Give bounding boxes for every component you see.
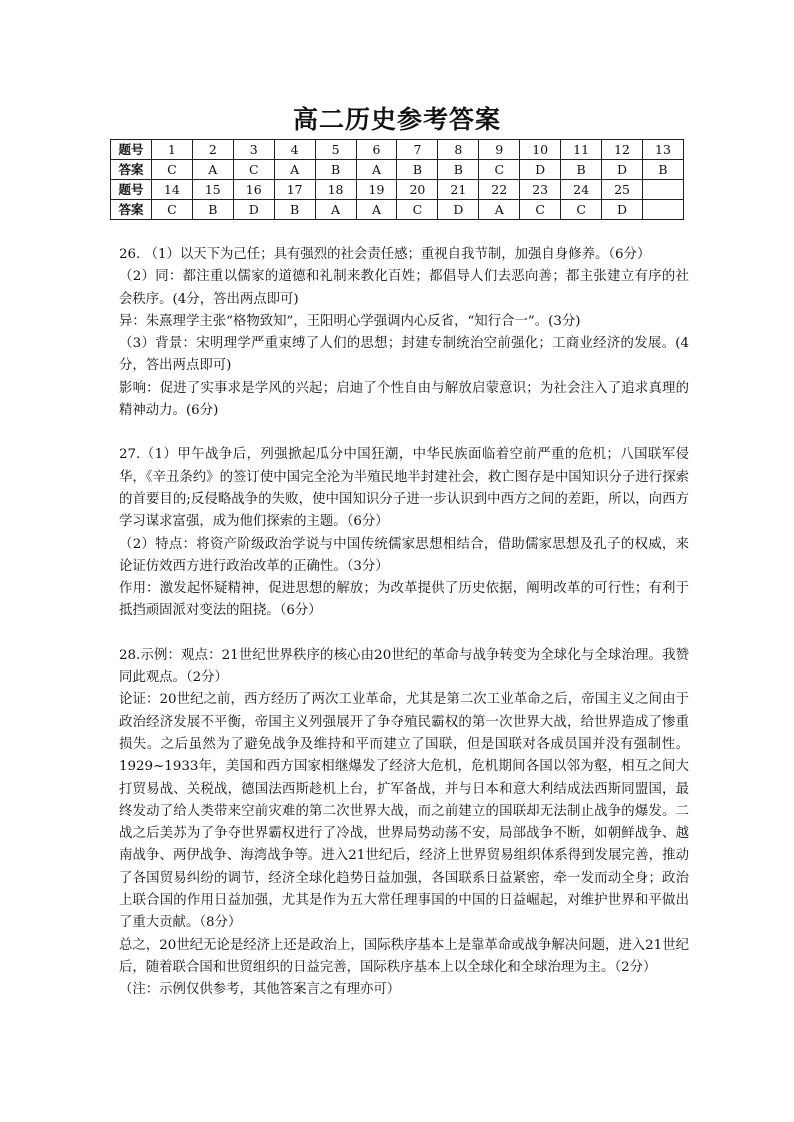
- table-cell: 22: [479, 180, 520, 200]
- table-cell: 7: [397, 140, 438, 160]
- table-cell: 25: [602, 180, 643, 200]
- table-cell: B: [315, 160, 356, 180]
- table-cell: 12: [602, 140, 643, 160]
- table-cell: A: [356, 200, 397, 220]
- table-cell: A: [274, 160, 315, 180]
- table-cell: [642, 180, 683, 200]
- table-cell: 24: [561, 180, 602, 200]
- answer-row: [111, 200, 684, 220]
- question-number-row: [111, 140, 684, 160]
- table-cell: C: [520, 200, 561, 220]
- table-cell: 1: [151, 140, 192, 160]
- answer-table: [110, 139, 684, 220]
- table-cell: D: [520, 160, 561, 180]
- q28-viewpoint: 28.示例：观点：21世纪世界秩序的核心由20世纪的革命与战争转变为全球化与全球治理。我赞同此观点。（2分）: [119, 647, 689, 686]
- table-cell: 10: [520, 140, 561, 160]
- q28-conclusion: 总之，20世纪无论是经济上还是政治上，国际秩序基本上是靠革命或战争解决问题，进入21世纪后，随着联合国和世贸组织的日益完善，国际秩序基本上以全球化和全球治理为主。（2分）: [119, 937, 689, 975]
- table-cell: 21: [438, 180, 479, 200]
- table-cell: 8: [438, 140, 479, 160]
- q28-note: （注：示例仅供参考，其他答案言之有理亦可）: [119, 982, 401, 998]
- table-cell: 13: [642, 140, 683, 160]
- table-cell: C: [397, 200, 438, 220]
- q26-part2-difference: 异：朱熹理学主张“格物致知”，王阳明心学强调内心反省，“知行合一”。(3分): [119, 313, 581, 329]
- table-cell: D: [438, 200, 479, 220]
- table-cell: B: [274, 200, 315, 220]
- q27-part1: 27.（1）甲午战争后，列强掀起瓜分中国狂潮，中华民族面临着空前严重的危机；八国联军侵华，《辛丑条约》的签订使中国完全沦为半殖民地半封建社会，救亡图存是中国知识分子进行探索的首要目的;反侵略战争的失败，使中国知识分子进一步认识到中西方之间的差距，所以，向西方学习谋求富强，成为他们探索的主题。（6分）: [119, 447, 689, 530]
- table-cell: C: [151, 160, 192, 180]
- table-cell: 19: [356, 180, 397, 200]
- table-cell: 5: [315, 140, 356, 160]
- answer-row: [111, 160, 684, 180]
- spacer: [119, 422, 689, 444]
- table-cell: B: [561, 160, 602, 180]
- table-cell: A: [192, 160, 233, 180]
- table-cell: 15: [192, 180, 233, 200]
- table-cell: C: [479, 160, 520, 180]
- question-number-row: [111, 180, 684, 200]
- table-cell: 11: [561, 140, 602, 160]
- table-cell: 23: [520, 180, 561, 200]
- table-cell: A: [315, 200, 356, 220]
- table-cell: C: [561, 200, 602, 220]
- table-cell: 2: [192, 140, 233, 160]
- table-cell: C: [151, 200, 192, 220]
- table-cell: B: [397, 160, 438, 180]
- q26-part3-background: （3）背景：宋明理学严重束缚了人们的思想；封建专制统治空前强化；工商业经济的发展。(4分，答出两点即可): [119, 336, 689, 374]
- q27-part2-effect: 作用：激发起怀疑精神，促进思想的解放；为改革提供了历史依据，阐明改革的可行性；有利于抵挡顽固派对变法的阻挠。（6分）: [119, 581, 689, 619]
- table-cell: B: [438, 160, 479, 180]
- table-cell: D: [602, 160, 643, 180]
- table-cell: 20: [397, 180, 438, 200]
- q26-part2: （2）同：都注重以儒家的道德和礼制来教化百姓；都倡导人们去恶向善；都主张建立有序的社会秩序。(4分，答出两点即可): [119, 269, 689, 307]
- table-cell: 3: [233, 140, 274, 160]
- table-cell: 6: [356, 140, 397, 160]
- answer-content: [119, 244, 689, 1002]
- table-cell: D: [602, 200, 643, 220]
- table-cell: B: [192, 200, 233, 220]
- row-header-cell: 答案: [111, 200, 152, 220]
- table-cell: D: [233, 200, 274, 220]
- q26-part3-impact: 影响：促进了实事求是学风的兴起；启迪了个性自由与解放启蒙意识；为社会注入了追求真理的精神动力。(6分): [119, 380, 689, 419]
- table-cell: A: [479, 200, 520, 220]
- table-cell: 16: [233, 180, 274, 200]
- page-title: 高二历史参考答案: [292, 105, 501, 134]
- spacer: [119, 623, 689, 645]
- table-cell: 18: [315, 180, 356, 200]
- table-cell: C: [233, 160, 274, 180]
- table-cell: [642, 200, 683, 220]
- row-header-cell: 答案: [111, 160, 152, 180]
- q27-part2: （2）特点：将资产阶级政治学说与中国传统儒家思想相结合，借助儒家思想及孔子的权威，来论证仿效西方进行政治改革的正确性。（3分）: [119, 536, 689, 574]
- row-header-cell: 题号: [111, 140, 152, 160]
- table-cell: 14: [151, 180, 192, 200]
- table-cell: B: [642, 160, 683, 180]
- row-header-cell: 题号: [111, 180, 152, 200]
- table-cell: 17: [274, 180, 315, 200]
- table-cell: 4: [274, 140, 315, 160]
- table-cell: A: [356, 160, 397, 180]
- q26-part1: 26. （1）以天下为己任；具有强烈的社会责任感；重视自我节制，加强自身修养。（6分）: [119, 247, 651, 262]
- table-cell: 9: [479, 140, 520, 160]
- q28-argument: 论证：20世纪之前，西方经历了两次工业革命，尤其是第二次工业革命之后，帝国主义之间由于政治经济发展不平衡，帝国主义列强展开了争夺殖民霸权的第一次世界大战，给世界造成了惨重损失。之后虽然为了避免战争及维持和平而建立了国联，但是国联对各成员国并没有强制性。1929~1933年，美国和西方国家相继爆发了经济大危机，危机期间各国以邻为壑，相互之间大打贸易战、关税战，德国法西斯趁机上台，扩军备战，并与日本和意大利结成法西斯同盟国，最终发动了给人类带来空前灾难的第二次世界大战，而之前建立的国联却无法制止战争的爆发。二战之后美苏为了争夺世界霸权进行了冷战，世界局势动荡不安，局部战争不断，如朝鲜战争、越南战争、两伊战争、海湾战争等。进入21世纪后，经济上世界贸易组织体系得到发展完善，推动了各国贸易纠纷的调节，经济全球化趋势日益加强，各国联系日益紧密，牵一发而动全身；政治上联合国的作用日益加强，尤其是作为五大常任理事国的中国的日益崛起，对维护世界和平做出了重大贡献。（8分）: [119, 692, 689, 931]
